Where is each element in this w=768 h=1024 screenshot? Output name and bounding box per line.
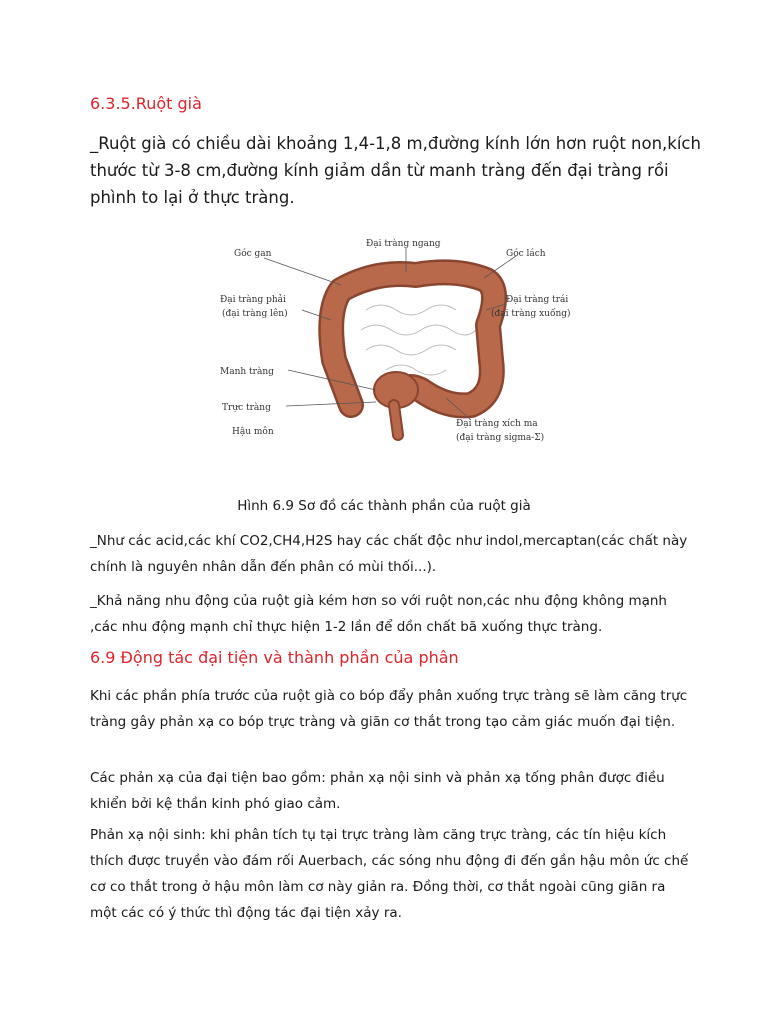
paragraph-defecation-reflexes: Các phản xạ của đại tiện bao gồm: phản xạ nội sinh và phản xạ tống phân được điều khiển bởi kệ thần kinh phó giao cảm. <box>90 770 665 812</box>
paragraph-acids-gases: _Như các acid,các khí CO2,CH4,H2S hay các chất độc như indol,mercaptan(các chất này chính là nguyên nhân dẫn đến phân có mùi thối...). <box>90 533 688 575</box>
label-dai-trang-xuong: (đại tràng xuống) <box>491 309 571 319</box>
label-dai-trang-sigma: (đại tràng sigma-Σ) <box>456 433 545 443</box>
label-dai-trang-xich-ma: Đại tràng xích ma <box>456 419 538 429</box>
paragraph-ruot-gia-intro: _Ruột già có chiều dài khoảng 1,4-1,8 m,đường kính lớn hơn ruột non,kích thước từ 3-8 cm,đường kính giảm dần từ manh tràng đến đại tràng rồi phình to lại ở thực tràng. <box>90 134 701 207</box>
section-heading-ruot-gia: 6.3.5.Ruột già <box>90 94 202 113</box>
label-dai-trang-trai: Đại tràng trái <box>506 295 569 305</box>
paragraph-intrinsic-reflex: Phản xạ nội sinh: khi phân tích tụ tại trực tràng làm căng trực tràng, các tín hiệu kích thích được truyền vào đám rối Auerbach, các sóng nhu động đi đến gần hậu môn ức chế cơ co thắt trong ở hậu môn làm cơ này giản ra. Đồng thời, cơ thắt ngoài cũng giãn ra một các có ý thức thì động tác đại tiện xảy ra. <box>90 827 689 921</box>
colon-illustration <box>331 272 494 435</box>
label-hau-mon: Hậu môn <box>232 427 274 437</box>
label-manh-trang: Manh tràng <box>220 367 274 377</box>
section-heading-dai-tien: 6.9 Động tác đại tiện và thành phần của phân <box>90 648 459 667</box>
paragraph-peristalsis: _Khả năng nhu động của ruột già kém hơn so với ruột non,các nhu động không mạnh ,các nhu động mạnh chỉ thực hiện 1-2 lần để dồn chất bã xuống thực tràng. <box>90 593 667 635</box>
label-dai-trang-len: (đại tràng lên) <box>222 309 288 319</box>
figure-caption: Hình 6.9 Sơ đồ các thành phần của ruột già <box>237 498 531 514</box>
mesentery-illustration <box>361 305 476 375</box>
paragraph-defecation-trigger: Khi các phần phía trước của ruột già co bóp đẩy phân xuống trực tràng sẽ làm căng trực tràng gây phản xạ co bóp trực tràng và giãn cơ thắt trong tạo cảm giác muốn đại tiện. <box>90 688 688 730</box>
large-intestine-diagram <box>216 230 600 450</box>
label-dai-trang-phai: Đại tràng phải <box>220 295 286 305</box>
label-truc-trang: Trực tràng <box>222 403 271 413</box>
label-goc-gan: Góc gan <box>234 249 272 259</box>
label-dai-trang-ngang: Đại tràng ngang <box>366 239 441 249</box>
label-goc-lach: Góc lách <box>506 249 546 259</box>
